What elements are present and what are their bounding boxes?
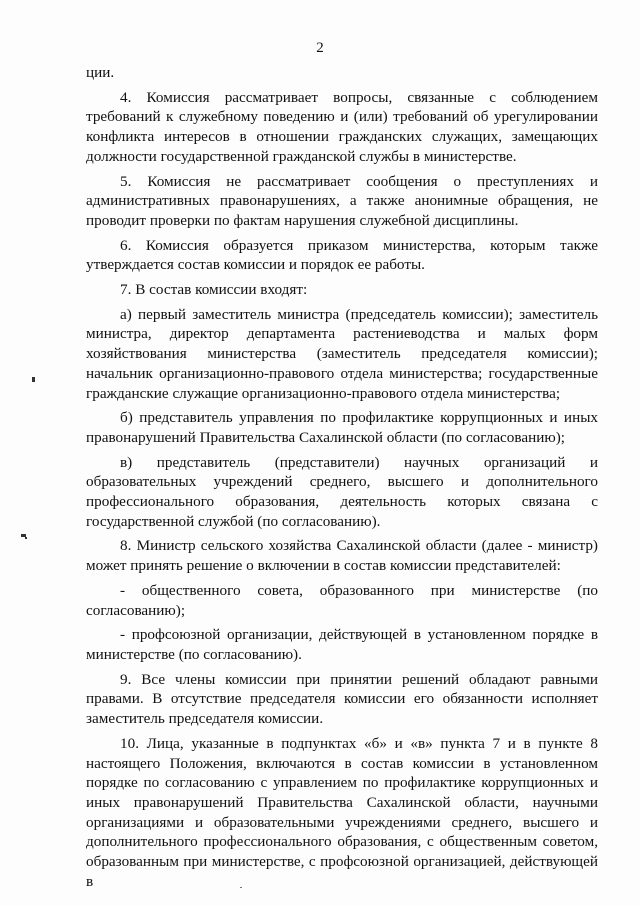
paragraph-item-5: 5. Комиссия не рассматривает сообщения о преступлениях и административных правонарушениях, а также анонимные обращения, не проводит проверки по фактам нарушения служебной дисциплины. xyxy=(86,172,598,229)
paragraph-item-7a: а) первый заместитель министра (председатель комиссии); заместитель министра, директор департамента растениеводства и малых форм хозяйствования министерства (заместитель председателя комиссии); начальник организационно-правового отдела министерства; государственные гражданские служащие организационно-правового отдела министерства; xyxy=(86,305,598,402)
paragraph-item-8: 8. Министр сельского хозяйства Сахалинской области (далее - министр) может принять решение о включении в состав комиссии представителей: xyxy=(86,537,598,575)
scan-mark-dot xyxy=(32,377,35,382)
paragraph-item-7b: б) представитель управления по профилактике коррупционных и иных правонарушений Правительства Сахалинской области (по согласованию); xyxy=(86,409,598,446)
scan-mark-hook-tail xyxy=(25,537,27,539)
paragraph-item-9: 9. Все члены комиссии при принятии решений обладают равными правами. В отсутствие председателя комиссии его обязанности исполняет заместитель председателя комиссии. xyxy=(86,670,598,728)
scan-speck xyxy=(240,887,242,888)
paragraph-item-4: 4. Комиссия рассматривает вопросы, связанные с соблюдением требований к служебному поведению и (или) требований об урегулировании конфликта интересов в отношении гражданских служащих, замещающих должности государственной гражданской службы в министерстве. xyxy=(86,88,598,165)
page-number: 2 xyxy=(316,40,324,56)
paragraph-item-6: 6. Комиссия образуется приказом министерства, которым также утверждается состав комиссии и порядок ее работы. xyxy=(86,236,598,274)
paragraph-item-10: 10. Лица, указанные в подпунктах «б» и «в» пункта 7 и в пункте 8 настоящего Положения, включаются в состав комиссии в установленном порядке по согласованию с управлением по профилактике коррупционных и иных правонарушений Правительства Сахалинской области, научными организациями и образовательными учреждениями среднего, высшего и дополнительного профессионального образования, с общественным советом, образованным при министерстве, с профсоюзной организацией, действующей в xyxy=(86,734,598,890)
paragraph-item-7v: в) представитель (представители) научных организаций и образовательных учреждений среднего, высшего и дополнительного профессионального образования, деятельность которых связана с государственной службой (по согласованию). xyxy=(86,453,598,530)
paragraph-item-7: 7. В состав комиссии входят: xyxy=(120,281,308,299)
paragraph-item-8-public-council: - общественного совета, образованного при министерстве (по согласованию); xyxy=(86,581,598,619)
paragraph-item-8-trade-union: - профсоюзной организации, действующей в установленном порядке в министерстве (по согласованию). xyxy=(86,626,598,663)
paragraph-continuation: ции. xyxy=(86,64,115,81)
document-body xyxy=(86,63,598,891)
